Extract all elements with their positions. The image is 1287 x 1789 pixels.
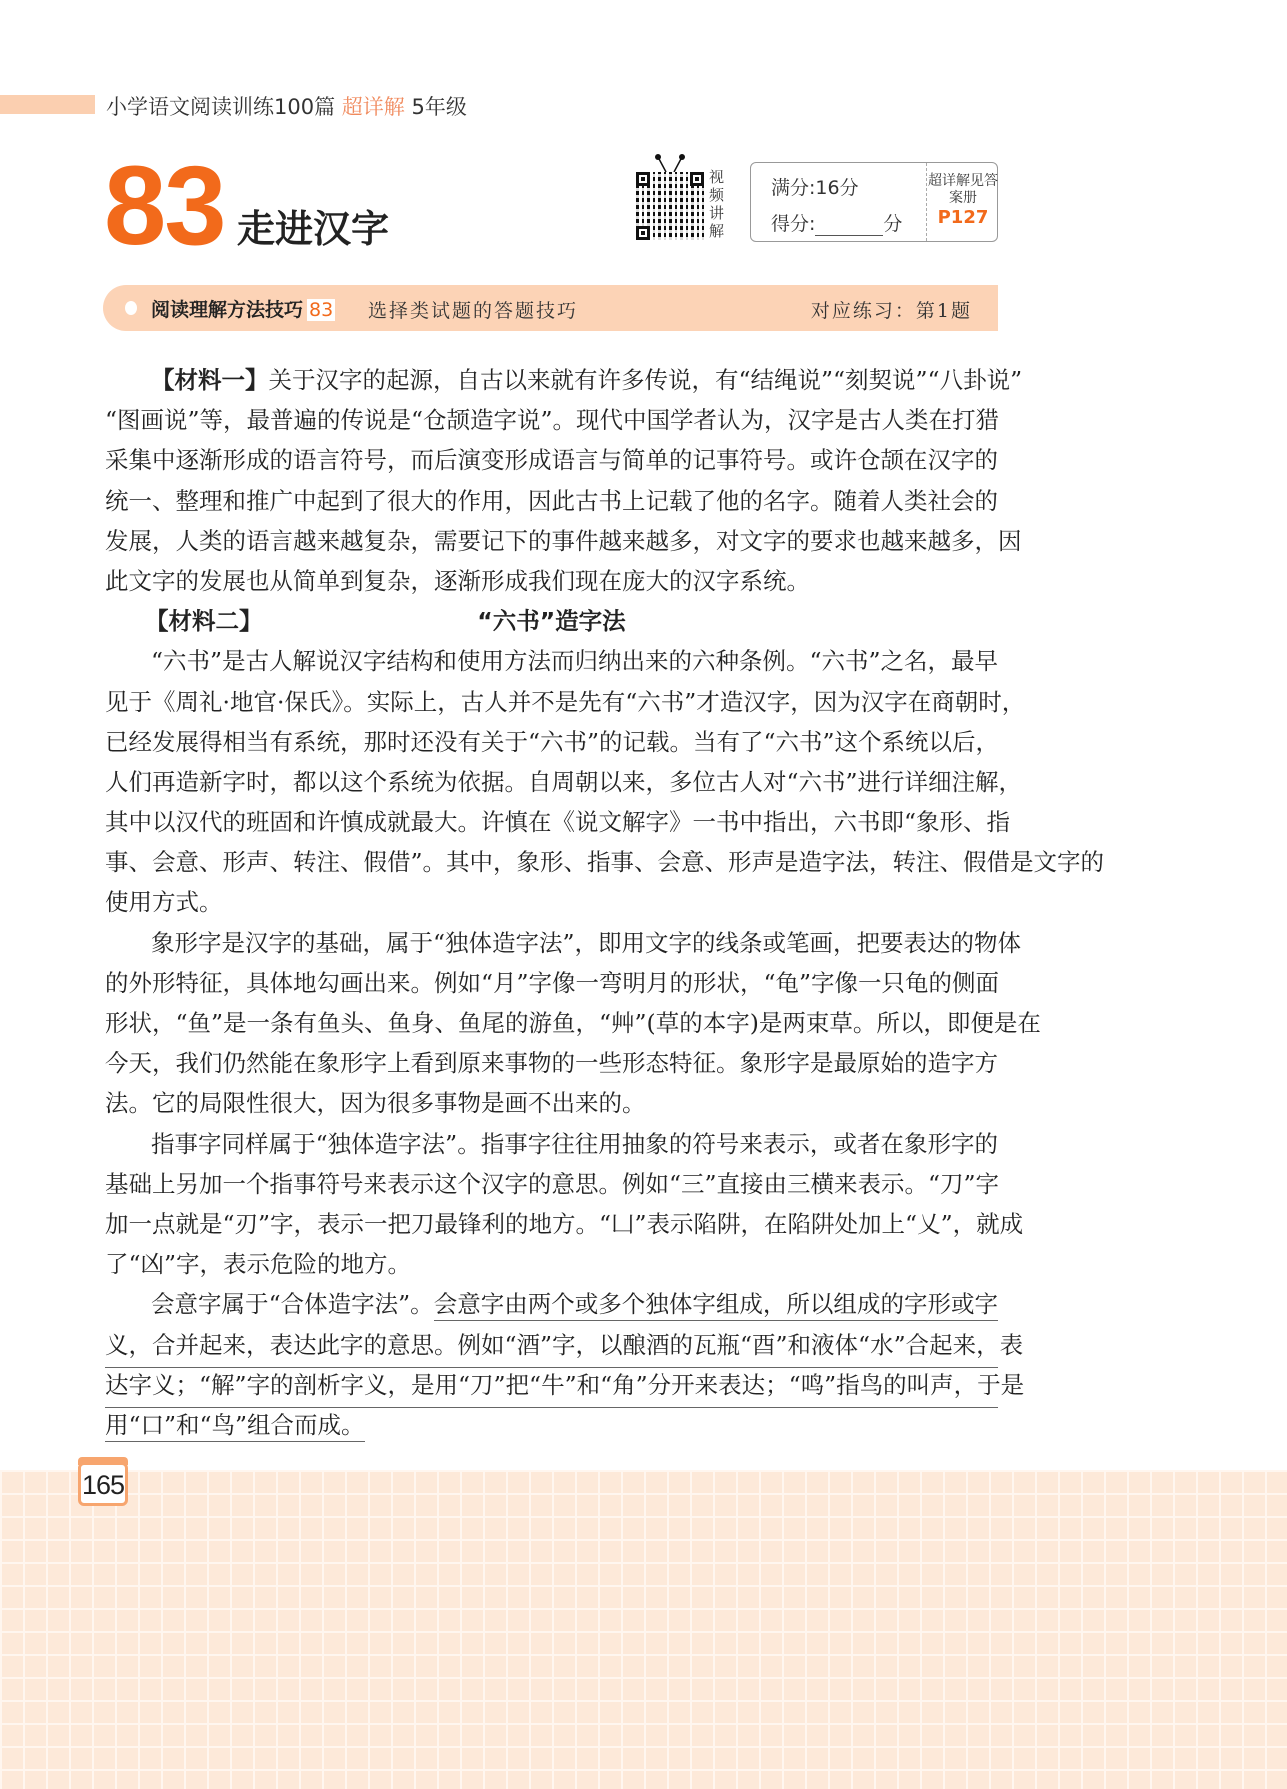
text-line: “图画说”等，最普遍的传说是“仓颉造字说”。现代中国学者认为，汉字是古人类在打猎	[105, 406, 1000, 435]
score-blank[interactable]	[815, 217, 883, 236]
material2-paragraphs	[105, 641, 1105, 1284]
lesson-title: 走进汉字	[237, 207, 390, 251]
answer-page: P127	[937, 207, 989, 228]
text-line: 已经发展得相当有系统，那时还没有关于“六书”的记载。当有了“六书”这个系统以后，	[105, 727, 1000, 756]
qr-label: 视频讲解	[709, 168, 725, 240]
text-line	[105, 1325, 1024, 1365]
score-unit: 分	[883, 213, 903, 235]
lesson-number: 83	[104, 143, 225, 268]
text-line: 其中以汉代的班固和许慎成就最大。许慎在《说文解字》一书中指出，六书即“象形、指	[105, 808, 1011, 837]
grade-label: 5年级	[411, 95, 467, 119]
qr-finder	[690, 172, 704, 186]
text-line: 了“凶”字，表示危险的地方。	[105, 1250, 412, 1279]
text-line	[105, 1365, 1025, 1405]
banner-title-text: 阅读理解方法技巧	[151, 299, 304, 321]
text-line: “六书”是古人解说汉字结构和使用方法而归纳出来的六种条例。“六书”之名，最早	[151, 647, 999, 676]
edition-label: 超详解	[341, 95, 405, 119]
method-number: 83	[309, 299, 334, 321]
text-span: 会意字属于“合体造字法”。	[151, 1290, 434, 1319]
score-field	[771, 209, 902, 236]
underlined-text: 达字义；“解”字的剖析字义，是用“刀”把“牛”和“角”分开来表达；“鸣”指鸟的叫声，于是	[105, 1365, 998, 1408]
text-line: 人们再造新字时，都以这个系统为依据。自周朝以来，多位古人对“六书”进行详细注解，	[105, 767, 1023, 796]
text-line: 事、会意、形声、转注、假借”。其中，象形、指事、会意、形声是造字法，转注、假借是文字的	[105, 848, 1105, 877]
practice-reference: 对应练习：第1题	[810, 300, 972, 322]
text-line: 今天，我们仍然能在象形字上看到原来事物的一些形态特征。象形字是最原始的造字方	[105, 1049, 998, 1078]
answer-reference	[927, 173, 999, 229]
material-label: 【材料二】	[145, 607, 263, 636]
text-line	[105, 1284, 998, 1324]
full-score: 满分:16分	[771, 177, 859, 199]
page-number: 165	[78, 1462, 128, 1506]
text-line: 法。它的局限性很大，因为很多事物是画不出来的。	[105, 1089, 646, 1118]
text-line: 形状，“鱼”是一条有鱼头、鱼身、鱼尾的游鱼，“艸”(草的本字)是两束草。所以，即便是在	[105, 1009, 1041, 1037]
footer-grid-background	[0, 1470, 1287, 1789]
text-line: 见于《周礼·地官·保氏》。实际上，古人并不是先有“六书”才造汉字，因为汉字在商朝时，	[105, 687, 1026, 716]
running-header	[106, 91, 467, 121]
answer-note: 超详解见答案册	[928, 173, 998, 206]
underlined-text: 义，合并起来，表达此字的意思。例如“酒”字，以酿酒的瓦瓶“酉”和液体“水”合起来，表	[105, 1325, 998, 1368]
banner-title	[151, 295, 339, 322]
material-label: 【材料一】	[151, 366, 269, 394]
text-span: 关于汉字的起源，自古以来就有许多传说，有“结绳说”“刻契说”“八卦说”	[268, 366, 1023, 394]
score-label: 得分:	[771, 213, 816, 235]
text-line: 此文字的发展也从简单到复杂，逐渐形成我们现在庞大的汉字系统。	[105, 566, 810, 595]
qr-finder	[636, 226, 650, 240]
section-title: “六书”造字法	[477, 607, 626, 636]
text-line: 采集中逐渐形成的语言符号，而后演变形成语言与简单的记事符号。或许仓颉在汉字的	[105, 446, 998, 475]
underlined-text: 会意字由两个或多个独体字组成，所以组成的字形或字	[434, 1290, 998, 1321]
method-banner	[103, 285, 998, 331]
antenna-icon	[650, 154, 690, 174]
book-title: 小学语文阅读训练100篇	[106, 95, 336, 119]
text-line: 使用方式。	[105, 888, 223, 917]
text-line: 基础上另加一个指事符号来表示这个汉字的意思。例如“三”直接由三横来表示。“刀”字	[105, 1169, 1000, 1198]
text-line	[105, 360, 1023, 400]
article-body	[105, 360, 1105, 1445]
text-line: 发展，人类的语言越来越复杂，需要记下的事件越来越多，对文字的要求也越来越多，因	[105, 526, 1022, 555]
underlined-text: 用“口”和“鸟”组合而成。	[105, 1411, 365, 1442]
qr-code[interactable]	[636, 172, 704, 240]
banner-subtitle: 选择类试题的答题技巧	[368, 300, 579, 322]
text-line: 象形字是汉字的基础，属于“独体造字法”，即用文字的线条或笔画，把要表达的物体	[151, 928, 1022, 957]
text-line	[105, 1405, 998, 1445]
text-line: 的外形特征，具体地勾画出来。例如“月”字像一弯明月的形状，“龟”字像一只龟的侧面	[105, 968, 1000, 997]
score-box	[750, 162, 998, 242]
qr-finder	[636, 172, 650, 186]
text-line: 指事字同样属于“独体造字法”。指事字往往用抽象的符号来表示，或者在象形字的	[151, 1129, 998, 1158]
text-line: 统一、整理和推广中起到了很大的作用，因此古书上记载了他的名字。随着人类社会的	[105, 486, 998, 515]
header-accent-bar	[0, 95, 95, 114]
bullet-dot	[125, 301, 137, 315]
text-line: 加一点就是“刃”字，表示一把刀最锋利的地方。“凵”表示陷阱，在陷阱处加上“乂”，就成	[105, 1209, 1024, 1238]
material2-heading	[105, 601, 998, 641]
